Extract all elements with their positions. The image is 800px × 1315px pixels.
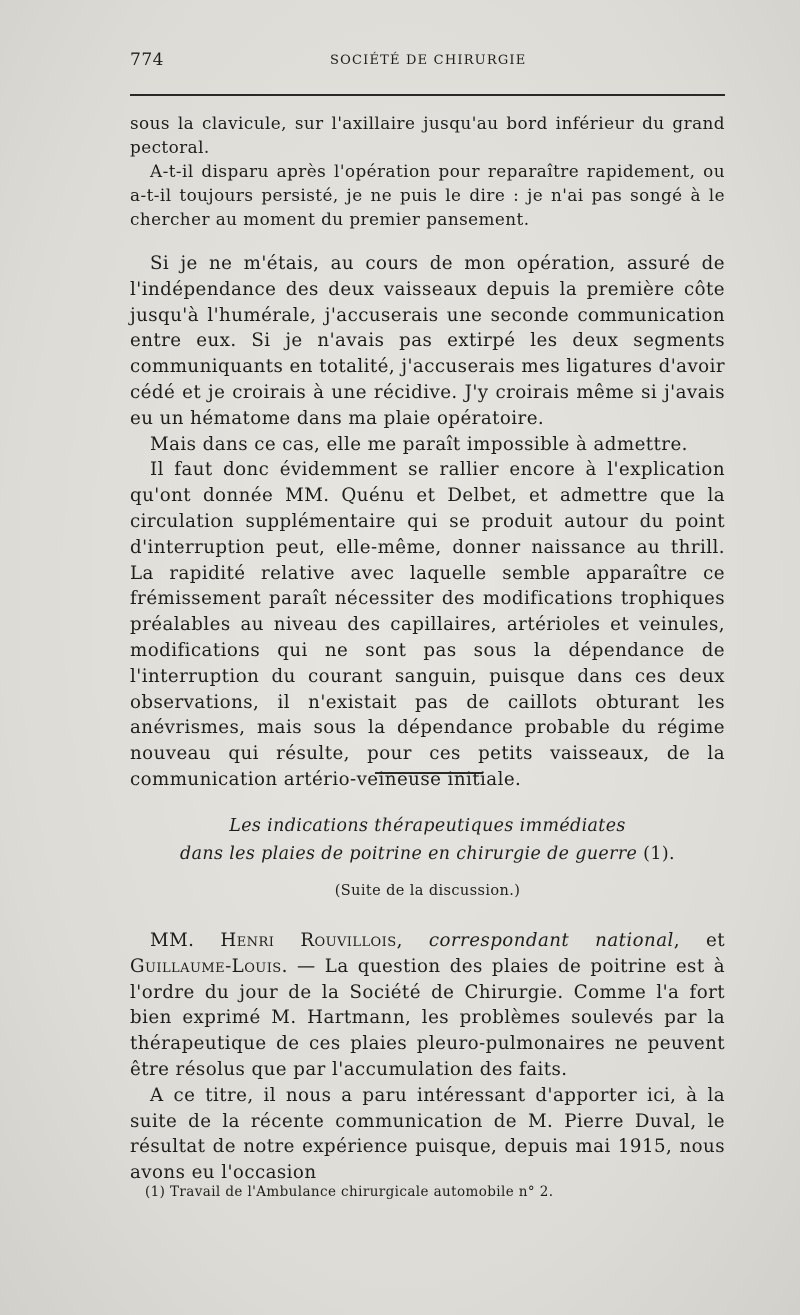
paragraph: Mais dans ce cas, elle me paraît impossible à admettre.: [150, 433, 688, 455]
paragraph: A ce titre, il nous a paru intéressant d'apporter ici, à la suite de la récente communication de M. Pierre Duval, le résultat de notre expérience puisque, depuis mai 1915, nous avons eu l'occasion: [130, 1084, 725, 1184]
page-header: [130, 50, 725, 74]
author-name: Guillaume-Louis: [130, 955, 282, 977]
continuation-block: [130, 111, 725, 231]
header-rule: [130, 94, 725, 96]
running-title: SOCIÉTÉ DE CHIRURGIE: [330, 53, 527, 68]
section-subtitle: (Suite de la discussion.): [334, 883, 521, 899]
paragraph: Il faut donc évidemment se rallier encore à l'explication qu'ont donnée MM. Quénu et Delbet, et admettre que la circulation supplémentaire qui se produit autour du point d'interruption peut, elle-même, donner naissance au thrill. La rapidité relative avec laquelle semble apparaître ce frémissement paraît nécessiter des modifications trophiques préalables au niveau des capillaires, artérioles et veinules, modifications qui ne sont pas sous la dépendance de l'interruption du courant sanguin, puisque dans ces deux observations, il n'existait pas de caillots obturant les anévrismes, mais sous la dépendance probable du régime nouveau qui résulte, pour ces petits vaisseaux, de la communication artério-veineuse initiale.: [130, 459, 725, 790]
paragraph: Si je ne m'étais, au cours de mon opération, assuré de l'indépendance des deux vaisseaux depuis la première côte jusqu'à l'humérale, j'accuserais une seconde communication entre eux. Si je n'avais pas extirpé les deux segments communiquants en totalité, j'accuserais mes ligatures d'avoir cédé et je croirais à une récidive. J'y croirais même si j'avais eu un hématome dans ma plaie opératoire.: [130, 253, 725, 429]
section-title-line: dans les plaies de poitrine en chirurgie de guerre (1).: [180, 844, 675, 864]
paragraph: sous la clavicule, sur l'axillaire jusqu'au bord inférieur du grand pectoral.: [130, 113, 725, 157]
paragraph: A-t-il disparu après l'opération pour reparaître rapidement, ou a-t-il toujours persisté, je ne puis le dire : je n'ai pas songé à le chercher au moment du premier pansement.: [130, 161, 725, 229]
section-title-line: Les indications thérapeutiques immédiates: [229, 816, 626, 836]
footnote: (1) Travail de l'Ambulance chirurgicale automobile n° 2.: [145, 1184, 554, 1200]
author-role: correspondant national: [428, 930, 674, 951]
footnote-ref: (1).: [643, 844, 675, 864]
paragraph: MM. Henri Rouvillois, correspondant national, et Guillaume-Louis. — La question des plaies de poitrine est à l'ordre du jour de la Société de Chirurgie. Comme l'a fort bien exprimé M. Hartmann, les problèmes soulevés par la thérapeutique de ces plaies pleuro-pulmonaires ne peuvent être résolus que par l'accumulation des faits.: [130, 930, 726, 1080]
discussion-block: [130, 251, 725, 793]
section-divider: [375, 772, 483, 774]
page-number: 774: [130, 50, 164, 70]
section-title: [130, 812, 725, 868]
author-name: Henri Rouvillois: [220, 930, 397, 951]
article-block: [130, 928, 725, 1186]
